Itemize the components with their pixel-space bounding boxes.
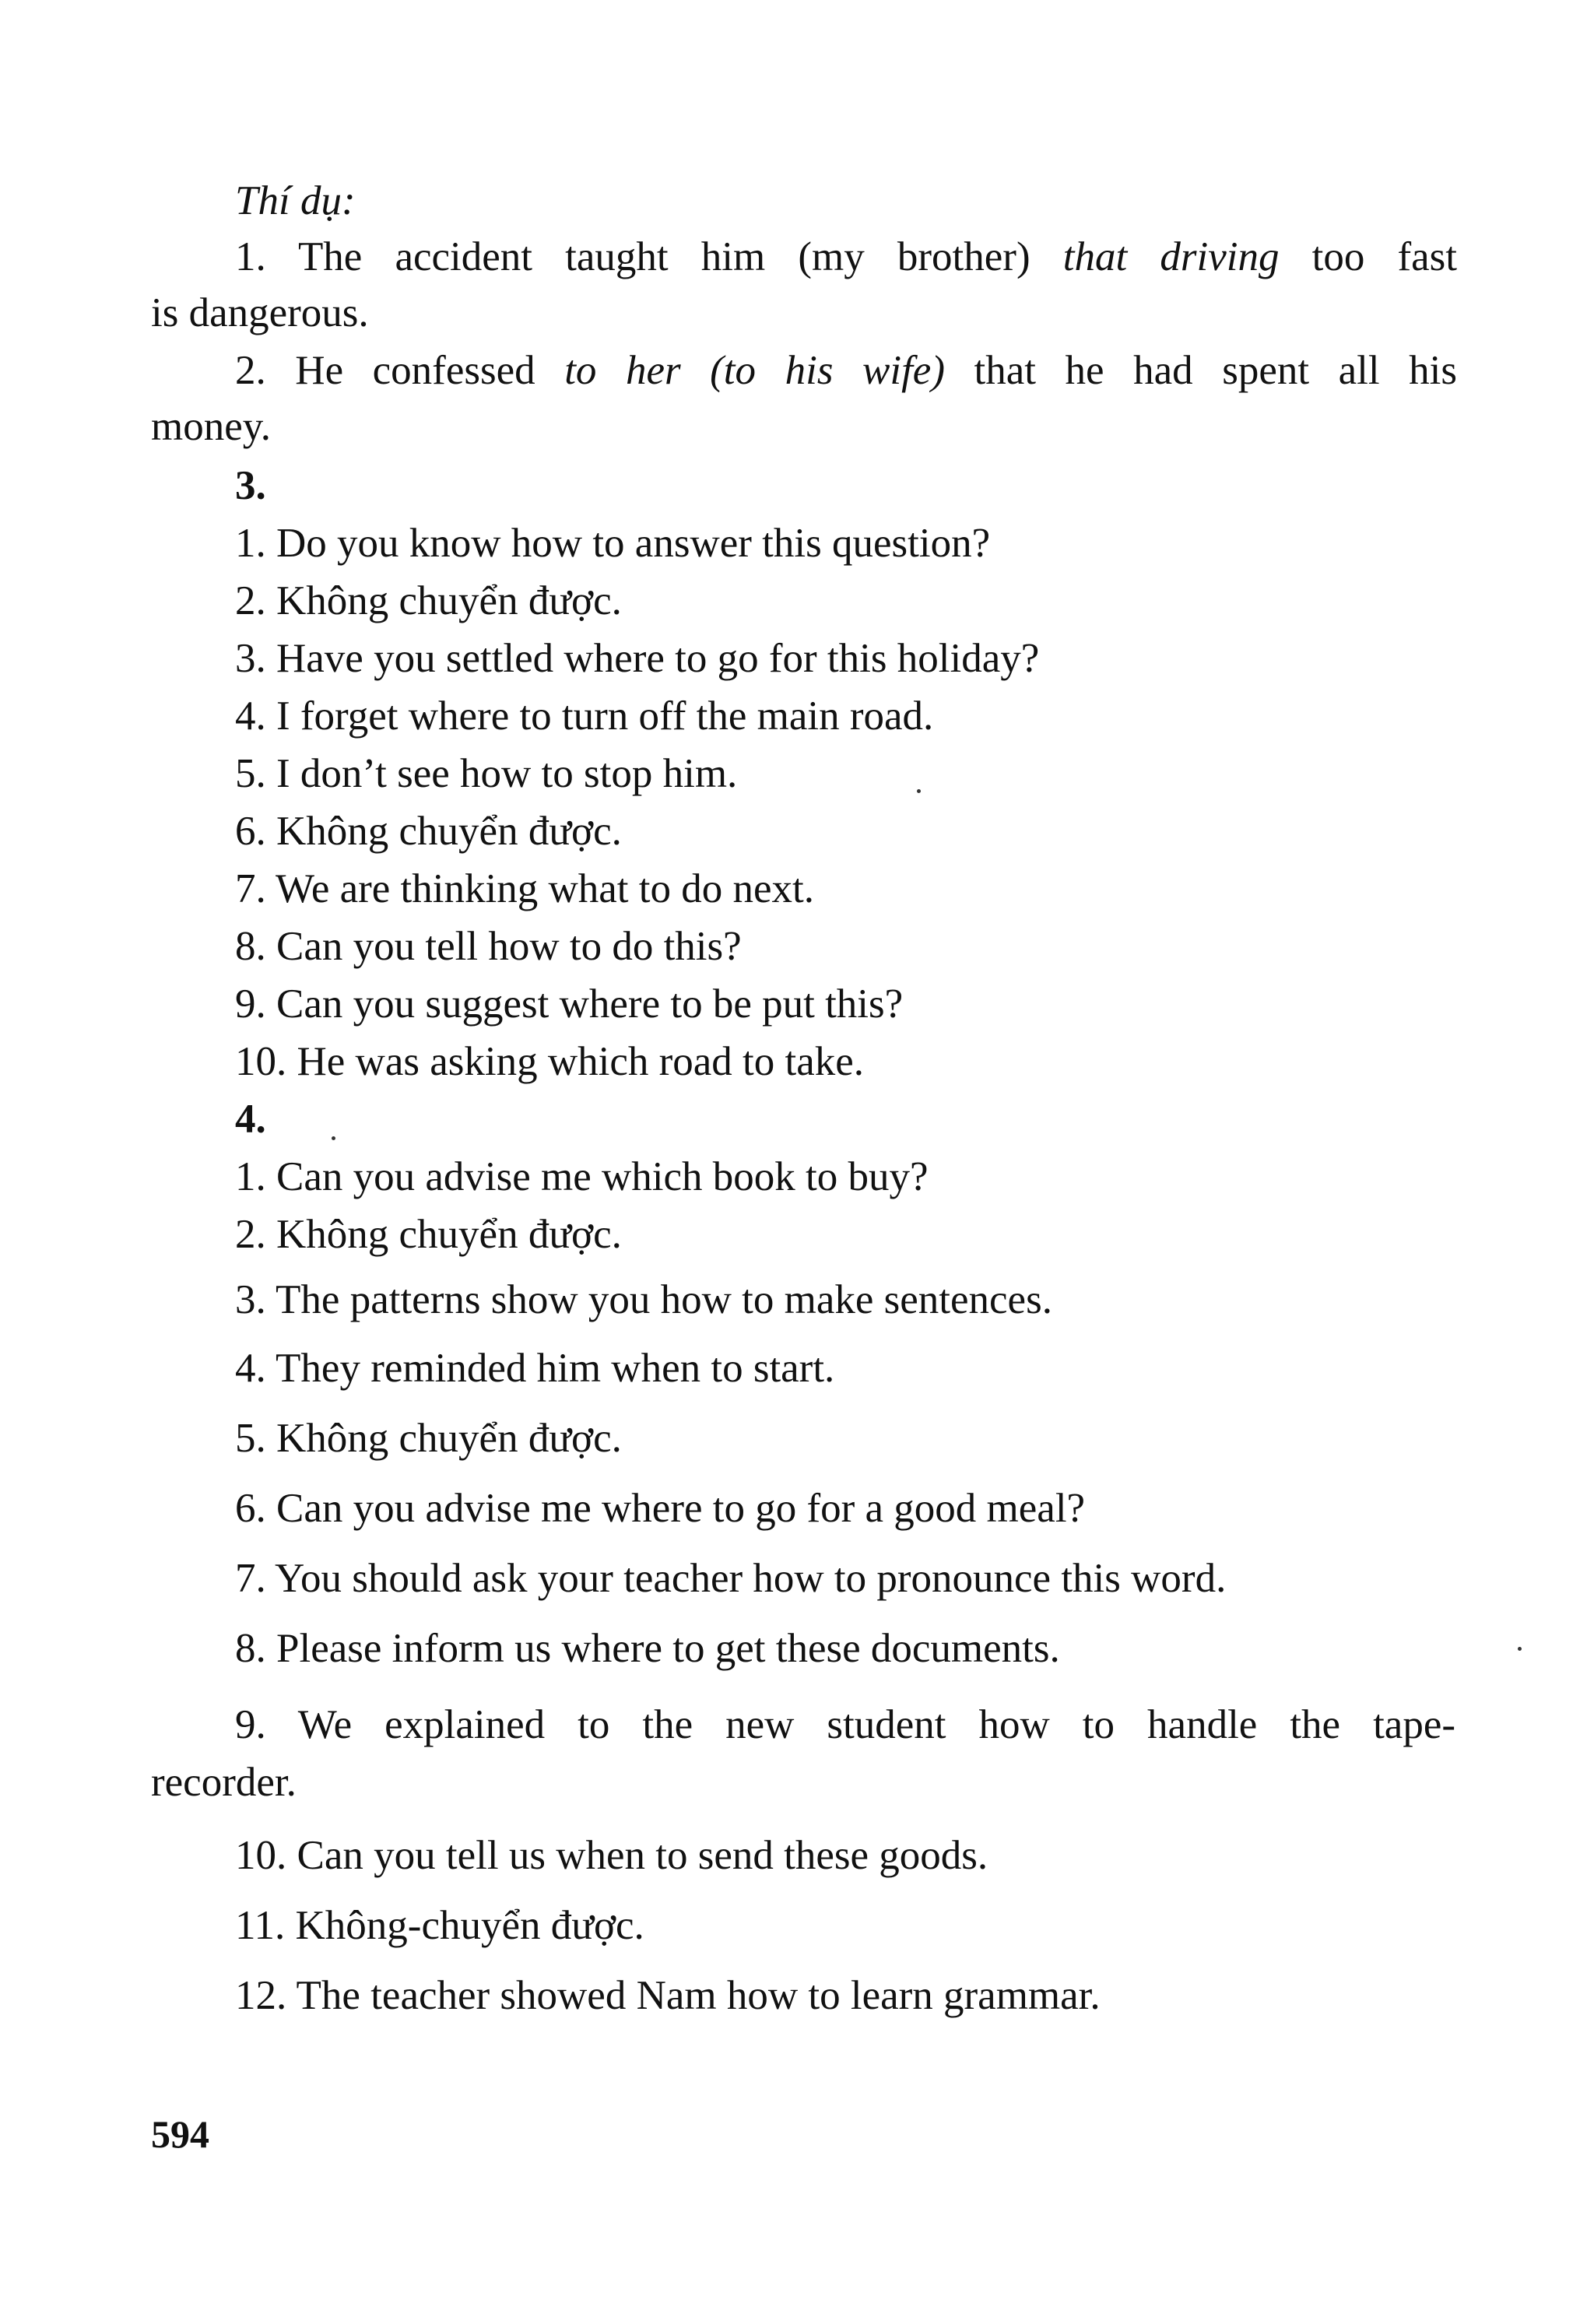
section-3-item-2: 2. Không chuyển được. [235,578,622,623]
section-4-item-10: 10. Can you tell us when to send these goods. [235,1833,988,1878]
section-3-item-7: 7. We are thinking what to do next. [235,866,814,911]
example-item-2-number: 2. [235,348,266,393]
section-3-item-3: 3. Have you settled where to go for this holiday? [235,636,1040,681]
section-4-item-2: 2. Không chuyển được. [235,1212,622,1257]
example-item-2-text: He confessed [265,348,565,393]
section-4-item-8: 8. Please inform us where to get these documents. [235,1626,1060,1671]
section-3-item-5: 5. I don’t see how to stop him. [235,751,738,796]
page-number: 594 [151,2112,209,2156]
example-item-1-text-end: too fast [1279,234,1458,279]
scan-speck [332,1136,335,1140]
section-4-item-9-continuation: recorder. [151,1760,297,1805]
scan-speck [917,789,921,793]
section-3-item-4: 4. I forget where to turn off the main road. [235,693,934,739]
example-item-1-text: The accident taught him (my brother) [265,234,1063,279]
section-4-item-7: 7. You should ask your teacher how to pronounce this word. [235,1556,1227,1601]
section-4-item-5: 5. Không chuyển được. [235,1416,622,1461]
example-item-1-italic: that driving [1062,234,1280,279]
section-4-item-11: 11. Không-chuyển được. [235,1903,644,1948]
section-3-item-8: 8. Can you tell how to do this? [235,924,742,969]
example-item-1-number: 1. [235,234,266,279]
section-4-item-1: 1. Can you advise me which book to buy? [235,1154,929,1199]
example-item-1-continuation: is dangerous. [151,290,369,335]
section-4-item-6: 6. Can you advise me where to go for a good meal? [235,1486,1086,1531]
section-3-item-6: 6. Không chuyển được. [235,809,622,854]
section-3-item-1: 1. Do you know how to answer this question? [235,521,991,566]
example-item-2-text-end: that he had spent all his [944,348,1457,393]
example-item-1 [235,233,1457,280]
section-4-item-12: 12. The teacher showed Nam how to learn grammar. [235,1973,1101,2018]
section-4-item-9: 9. We explained to the new student how to handle the tape- [235,1702,1455,1747]
section-3-heading: 3. [235,463,266,508]
example-item-2-continuation: money. [151,404,272,449]
section-3-item-9: 9. Can you suggest where to be put this? [235,981,904,1027]
section-4-heading: 4. [235,1097,266,1142]
section-3-item-10: 10. He was asking which road to take. [235,1039,865,1084]
example-item-2-italic: to her (to his wife) [564,348,945,393]
section-4-item-3: 3. The patterns show you how to make sentences. [235,1277,1052,1322]
section-4-item-4: 4. They reminded him when to start. [235,1346,835,1391]
example-heading: Thí dụ: [235,178,356,223]
example-item-2 [235,347,1457,394]
scan-speck [1518,1647,1522,1651]
